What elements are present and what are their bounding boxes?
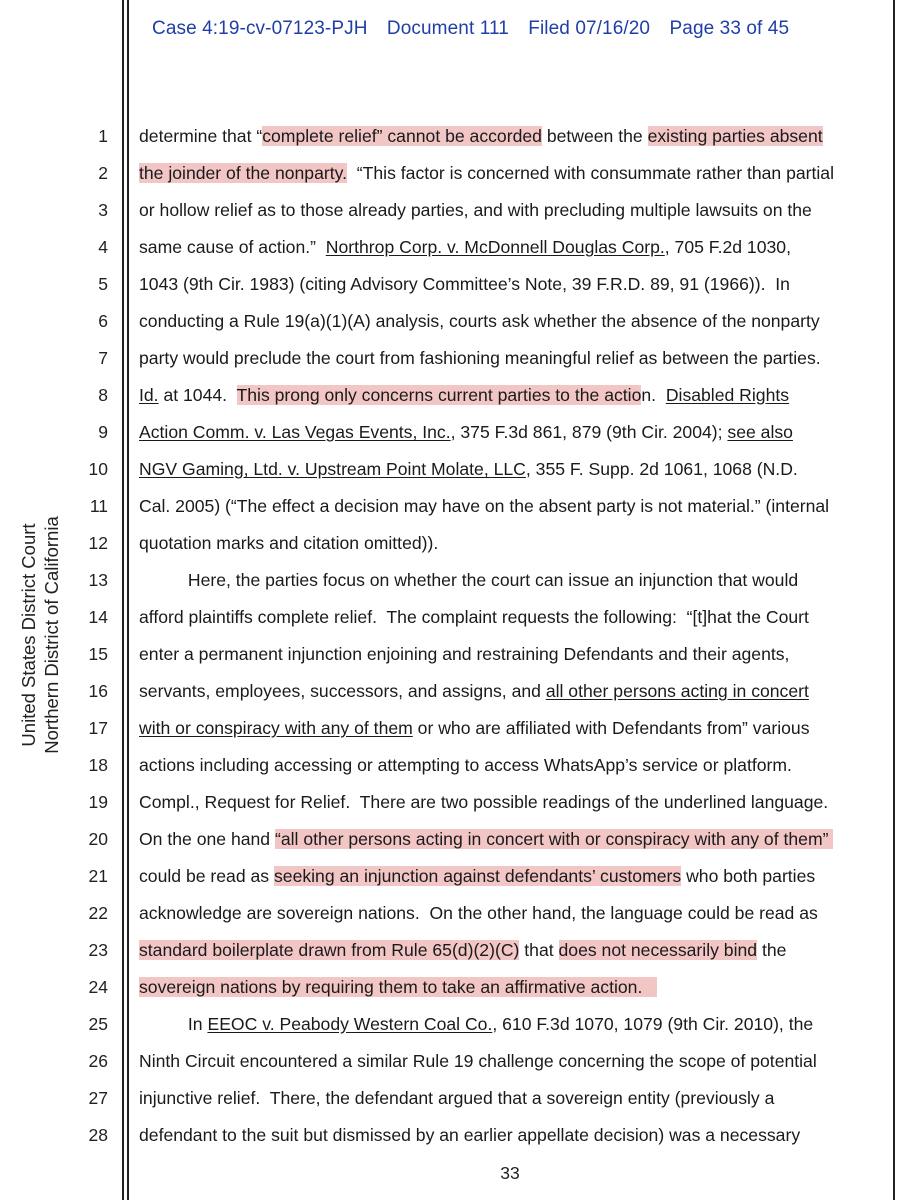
text-segment: , 705 F.2d 1030, <box>664 237 791 257</box>
text-line <box>139 533 438 554</box>
court-name: United States District Court <box>18 523 39 747</box>
text-line <box>139 570 798 591</box>
citation-underlined: with or conspiracy with any of them <box>139 718 413 738</box>
text-segment: acknowledge are sovereign nations. On the other hand, the language could be read as <box>139 903 818 923</box>
text-segment: at 1044. <box>158 385 237 405</box>
highlighted-text: complete relief” cannot be accorded <box>262 126 542 146</box>
text-segment: conducting a Rule 19(a)(1)(A) analysis, courts ask whether the absence of the nonparty <box>139 311 820 331</box>
text-line <box>139 1051 817 1072</box>
line-number: 1 <box>98 126 108 146</box>
text-segment: Ninth Circuit encountered a similar Rule 19 challenge concerning the scope of potential <box>139 1051 817 1071</box>
text-segment: actions including accessing or attempting to access WhatsApp’s service or platform. <box>139 755 792 775</box>
text-line <box>139 607 809 628</box>
right-margin-rule <box>893 0 895 1200</box>
text-segment: , 355 F. Supp. 2d 1061, 1068 (N.D. <box>525 459 798 479</box>
case-number: Case 4:19-cv-07123-PJH <box>152 18 368 39</box>
text-line <box>139 311 820 332</box>
left-margin-rule <box>122 0 124 1200</box>
text-segment: , 375 F.3d 861, 879 (9th Cir. 2004); <box>450 422 728 442</box>
text-line <box>139 644 789 665</box>
text-line <box>139 829 833 850</box>
text-line <box>139 126 823 147</box>
citation-underlined: Action Comm. v. Las Vegas Events, Inc. <box>139 422 451 442</box>
text-segment: In <box>139 1014 208 1034</box>
text-line <box>139 1014 813 1035</box>
text-segment: or hollow relief as to those already parties, and with precluding multiple lawsuits on the <box>139 200 812 220</box>
line-number: 14 <box>88 607 108 627</box>
text-segment: could be read as <box>139 866 274 886</box>
line-number: 24 <box>88 977 108 997</box>
highlighted-text: sovereign nations by requiring them to take an affirmative action. <box>139 977 657 997</box>
document-number: Document 111 <box>386 18 509 39</box>
line-number: 8 <box>98 385 108 405</box>
text-line <box>139 348 821 369</box>
text-line <box>139 274 790 295</box>
citation-underlined: Disabled Rights <box>665 385 790 405</box>
line-number: 18 <box>88 755 108 775</box>
highlighted-text: the joinder of the nonparty. <box>139 163 348 183</box>
text-segment: injunctive relief. There, the defendant argued that a sovereign entity (previously a <box>139 1088 775 1108</box>
page-indicator: Page 33 of 45 <box>669 18 790 39</box>
text-line <box>139 200 812 221</box>
text-line <box>139 496 829 517</box>
highlighted-text: seeking an injunction against defendants’ customers <box>273 866 682 886</box>
text-segment: party would preclude the court from fashioning meaningful relief as between the parties. <box>139 348 821 368</box>
text-segment: Compl., Request for Relief. There are two possible readings of the underlined language. <box>139 792 829 812</box>
text-segment: , 610 F.3d 1070, 1079 (9th Cir. 2010), the <box>492 1014 814 1034</box>
text-segment: On the one hand <box>139 829 275 849</box>
text-segment: n. <box>641 385 666 405</box>
citation-underlined: NGV Gaming, Ltd. v. Upstream Point Molate, LLC <box>139 459 526 479</box>
text-segment: 1043 (9th Cir. 1983) (citing Advisory Committee’s Note, 39 F.R.D. 89, 91 (1966)). In <box>139 274 790 294</box>
text-segment: Here, the parties focus on whether the court can issue an injunction that would <box>139 570 799 590</box>
left-margin-rule-inner <box>127 0 129 1200</box>
line-number: 2 <box>98 163 108 183</box>
line-number: 15 <box>88 644 108 664</box>
line-number: 13 <box>88 570 108 590</box>
text-line <box>139 422 793 443</box>
line-number: 9 <box>98 422 108 442</box>
text-line <box>139 237 791 258</box>
line-number: 26 <box>88 1051 108 1071</box>
text-line <box>139 385 789 406</box>
text-segment: defendant to the suit but dismissed by an earlier appellate decision) was a necessary <box>139 1125 801 1145</box>
line-number: 17 <box>88 718 108 738</box>
text-line <box>139 1125 800 1146</box>
court-side-label <box>0 470 80 800</box>
citation-underlined: Id. <box>139 385 159 405</box>
text-line <box>139 718 810 739</box>
line-number: 11 <box>89 496 108 516</box>
case-header <box>152 18 803 40</box>
text-segment: that <box>519 940 559 960</box>
line-number: 10 <box>88 459 108 479</box>
line-number: 27 <box>88 1088 108 1108</box>
highlighted-text: does not necessarily bind <box>558 940 758 960</box>
text-segment: afford plaintiffs complete relief. The complaint requests the following: “[t]hat the Court <box>139 607 809 627</box>
line-number: 5 <box>98 274 108 294</box>
text-line <box>139 866 815 887</box>
text-line <box>139 163 834 184</box>
page-number: 33 <box>500 1163 520 1183</box>
text-line <box>139 792 828 813</box>
text-line <box>139 977 657 998</box>
line-number: 12 <box>88 533 108 553</box>
text-line <box>139 755 792 776</box>
line-number: 19 <box>88 792 108 812</box>
line-number: 6 <box>98 311 108 331</box>
line-number: 20 <box>88 829 108 849</box>
citation-underlined: all other persons acting in concert <box>545 681 809 701</box>
citation-underlined: Northrop Corp. v. McDonnell Douglas Corp. <box>325 237 665 257</box>
line-number: 7 <box>98 348 108 368</box>
text-line <box>139 459 798 480</box>
text-line <box>139 940 786 961</box>
text-line <box>139 903 818 924</box>
line-number: 28 <box>88 1125 108 1145</box>
text-segment: who both parties <box>681 866 816 886</box>
filed-date: Filed 07/16/20 <box>528 18 651 39</box>
line-number: 25 <box>88 1014 108 1034</box>
line-number: 16 <box>88 681 108 701</box>
text-segment: servants, employees, successors, and assigns, and <box>139 681 546 701</box>
text-segment: between the <box>541 126 648 146</box>
highlighted-text: existing parties absent <box>647 126 823 146</box>
text-line <box>139 1088 774 1109</box>
highlighted-text: This prong only concerns current parties to the actio <box>236 385 642 405</box>
line-number: 21 <box>88 866 108 886</box>
citation-underlined: EEOC v. Peabody Western Coal Co. <box>207 1014 493 1034</box>
text-segment: same cause of action.” <box>139 237 326 257</box>
line-number: 22 <box>88 903 108 923</box>
text-segment: determine that “ <box>139 126 263 146</box>
line-number: 4 <box>98 237 108 257</box>
text-segment: “This factor is concerned with consummate rather than partial <box>347 163 834 183</box>
line-number: 23 <box>88 940 108 960</box>
text-segment: enter a permanent injunction enjoining and restraining Defendants and their agents, <box>139 644 790 664</box>
highlighted-text: standard boilerplate drawn from Rule 65(d)(2)(C) <box>139 940 520 960</box>
text-segment: the <box>757 940 787 960</box>
citation-underlined: see also <box>727 422 793 442</box>
text-line <box>139 681 809 702</box>
highlighted-text: “all other persons acting in concert with or conspiracy with any of them” <box>274 829 834 849</box>
text-segment: Cal. 2005) (“The effect a decision may have on the absent party is not material.” (internal <box>139 496 830 516</box>
text-segment: or who are affiliated with Defendants from” various <box>412 718 810 738</box>
text-segment: quotation marks and citation omitted)). <box>139 533 439 553</box>
line-number: 3 <box>98 200 108 220</box>
court-district: Northern District of California <box>41 516 62 754</box>
